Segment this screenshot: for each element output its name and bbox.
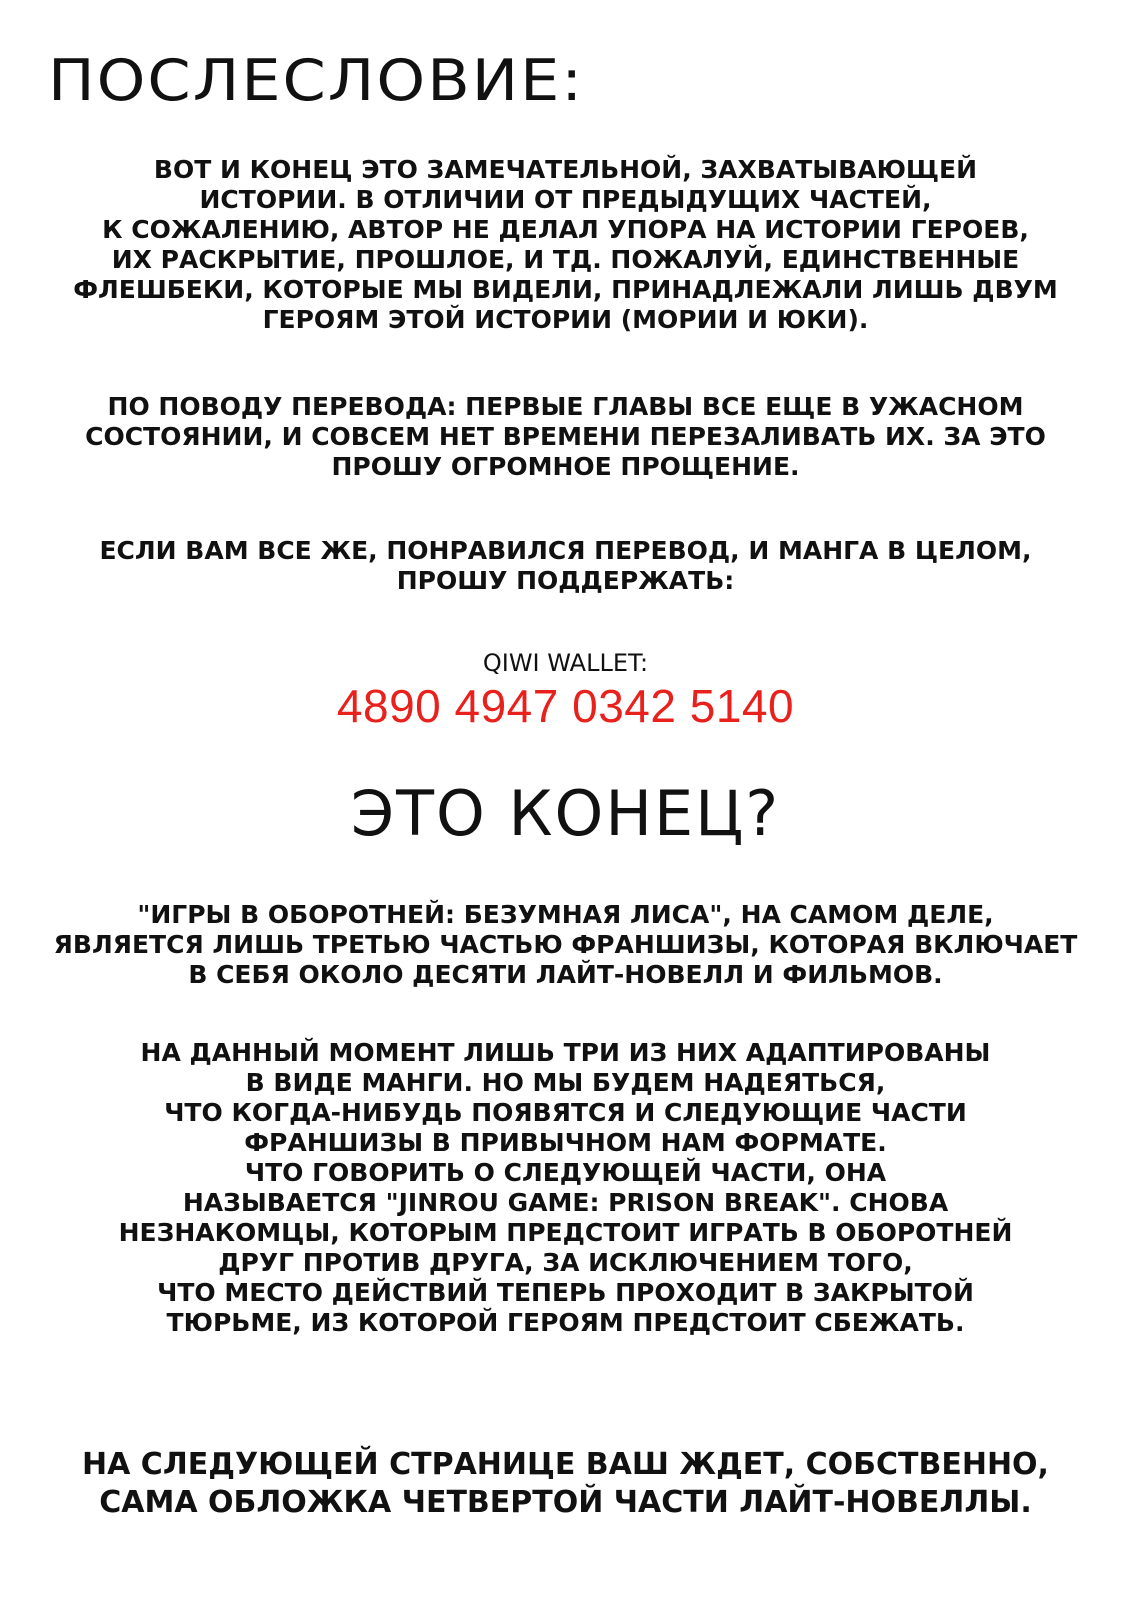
- text-line: НА ДАННЫЙ МОМЕНТ ЛИШЬ ТРИ ИЗ НИХ АДАПТИРОВАНЫ: [140, 1038, 991, 1067]
- translation-paragraph: [40, 392, 1091, 482]
- support-paragraph: [40, 536, 1091, 596]
- text-line: ФЛЕШБЕКИ, КОТОРЫЕ МЫ ВИДЕЛИ, ПРИНАДЛЕЖАЛИ ЛИШЬ ДВУМ: [73, 275, 1058, 304]
- text-line: ЕСЛИ ВАМ ВСЕ ЖЕ, ПОНРАВИЛСЯ ПЕРЕВОД, И МАНГА В ЦЕЛОМ,: [99, 536, 1032, 565]
- text-line: НА СЛЕДУЮЩЕЙ СТРАНИЦЕ ВАШ ЖДЕТ, СОБСТВЕННО,: [82, 1447, 1049, 1482]
- text-line: ЧТО МЕСТО ДЕЙСТВИЙ ТЕПЕРЬ ПРОХОДИТ В ЗАКРЫТОЙ: [157, 1278, 974, 1307]
- text-line: ИХ РАСКРЫТИЕ, ПРОШЛОЕ, И ТД. ПОЖАЛУЙ, ЕДИНСТВЕННЫЕ: [111, 245, 1020, 274]
- text-line: ЯВЛЯЕТСЯ ЛИШЬ ТРЕТЬЮ ЧАСТЬЮ ФРАНШИЗЫ, КОТОРАЯ ВКЛЮЧАЕТ: [53, 930, 1078, 959]
- text-line: ЧТО КОГДА-НИБУДЬ ПОЯВЯТСЯ И СЛЕДУЮЩИЕ ЧАСТИ: [164, 1098, 967, 1127]
- text-line: ФРАНШИЗЫ В ПРИВЫЧНОМ НАМ ФОРМАТЕ.: [244, 1128, 887, 1157]
- text-line: ПО ПОВОДУ ПЕРЕВОДА: ПЕРВЫЕ ГЛАВЫ ВСЕ ЕЩЕ В УЖАСНОМ: [107, 392, 1024, 421]
- text-line: ПРОШУ ОГРОМНОЕ ПРОЩЕНИЕ.: [331, 452, 800, 481]
- text-line: НЕЗНАКОМЦЫ, КОТОРЫМ ПРЕДСТОИТ ИГРАТЬ В ОБОРОТНЕЙ: [118, 1218, 1013, 1247]
- franchise-paragraph: [40, 900, 1091, 990]
- text-line: НАЗЫВАЕТСЯ "JINROU GAME: PRISON BREAK". СНОВА: [182, 1188, 949, 1217]
- text-line: САМА ОБЛОЖКА ЧЕТВЕРТОЙ ЧАСТИ ЛАЙТ-НОВЕЛЛЫ.: [99, 1485, 1032, 1520]
- text-line: ЧТО ГОВОРИТЬ О СЛЕДУЮЩЕЙ ЧАСТИ, ОНА: [244, 1158, 887, 1187]
- text-line: ВОТ И КОНЕЦ ЭТО ЗАМЕЧАТЕЛЬНОЙ, ЗАХВАТЫВАЮЩЕЙ: [153, 155, 978, 184]
- text-line: В СЕБЯ ОКОЛО ДЕСЯТИ ЛАЙТ-НОВЕЛЛ И ФИЛЬМОВ.: [188, 960, 943, 989]
- adaptation-paragraph: [40, 1038, 1091, 1338]
- wallet-number: 4890 4947 0342 5140: [336, 680, 795, 732]
- text-line: ДРУГ ПРОТИВ ДРУГА, ЗА ИСКЛЮЧЕНИЕМ ТОГО,: [218, 1248, 913, 1277]
- text-line: ГЕРОЯМ ЭТОЙ ИСТОРИИ (МОРИИ И ЮКИ).: [262, 305, 869, 334]
- intro-paragraph: [40, 155, 1091, 335]
- closing-paragraph: [40, 1446, 1091, 1522]
- text-line: В ВИДЕ МАНГИ. НО МЫ БУДЕМ НАДЕЯТЬСЯ,: [245, 1068, 886, 1097]
- page-title: ПОСЛЕСЛОВИЕ:: [48, 46, 585, 114]
- end-heading: ЭТО КОНЕЦ?: [350, 777, 781, 850]
- text-line: ИСТОРИИ. В ОТЛИЧИИ ОТ ПРЕДЫДУЩИХ ЧАСТЕЙ,: [199, 185, 932, 214]
- text-line: ПРОШУ ПОДДЕРЖАТЬ:: [396, 566, 735, 595]
- wallet-label: QIWI WALLET:: [482, 649, 649, 677]
- text-line: "ИГРЫ В ОБОРОТНЕЙ: БЕЗУМНАЯ ЛИСА", НА САМОМ ДЕЛЕ,: [137, 900, 994, 929]
- text-line: СОСТОЯНИИ, И СОВСЕМ НЕТ ВРЕМЕНИ ПЕРЕЗАЛИВАТЬ ИХ. ЗА ЭТО: [85, 422, 1046, 451]
- text-line: К СОЖАЛЕНИЮ, АВТОР НЕ ДЕЛАЛ УПОРА НА ИСТОРИИ ГЕРОЕВ,: [102, 215, 1029, 244]
- text-line: ТЮРЬМЕ, ИЗ КОТОРОЙ ГЕРОЯМ ПРЕДСТОИТ СБЕЖАТЬ.: [166, 1308, 965, 1337]
